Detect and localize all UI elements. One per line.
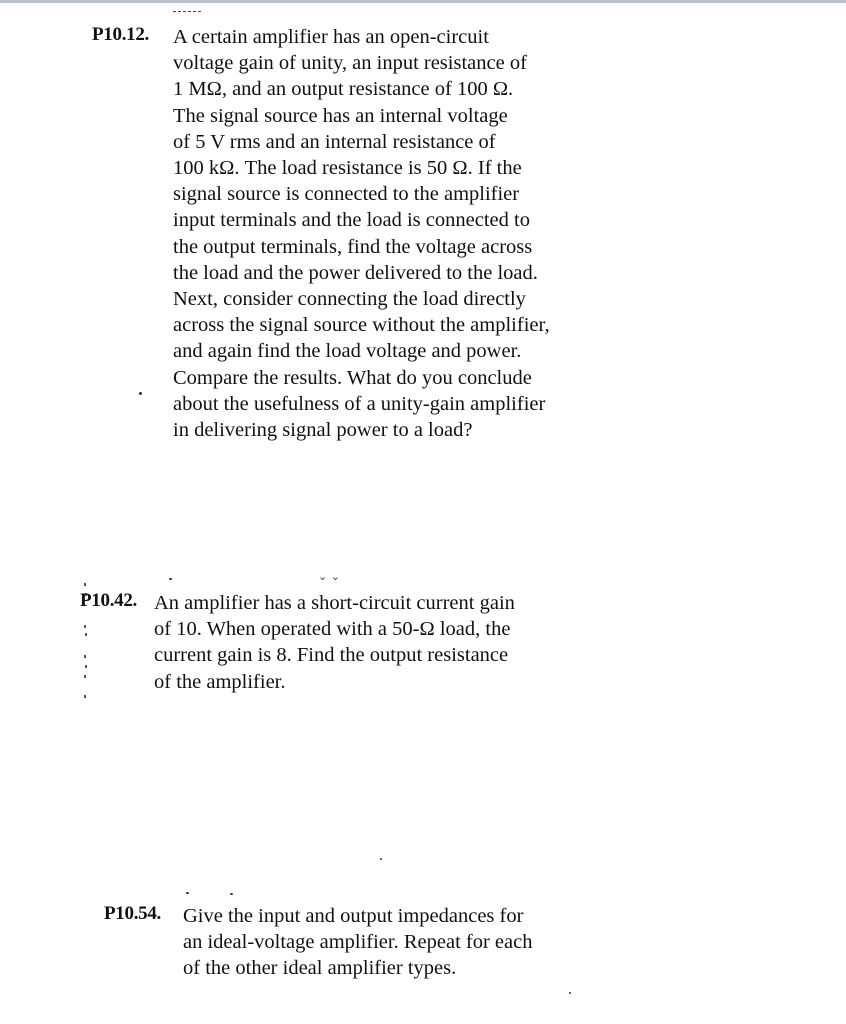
problem-text: Give the input and output impedances for an ideal-voltage amplifier. Repeat for each of the other ideal amplifier types. <box>183 905 533 980</box>
scan-speck <box>380 858 382 860</box>
scan-speck <box>230 893 233 895</box>
scan-marks: ⌄ ⌄ <box>318 570 340 583</box>
problem-number: P10.42. <box>80 590 138 611</box>
problem-number: P10.12. <box>92 24 150 45</box>
scan-speck <box>139 392 142 395</box>
problem-text: A certain amplifier has an open-circuit voltage gain of unity, an input resistance of 1 MΩ, and an output resistance of 100 Ω. The signal source has an internal voltage of 5 V rms and an internal resistance of 100 kΩ. The load resistance is 50 Ω. If the signal source is connected to the amplifier input terminals and the load is connected to the output terminals, find the voltage across the load and the power delivered to the load. Next, consider connecting the load directly across the signal source without the amplifier, and again find the load voltage and power. Compare the results. What do you conclude about the usefulness of a unity-gain amplifier in delivering signal power to a load? <box>173 26 550 442</box>
scan-speck <box>186 892 189 894</box>
problem-number: P10.54. <box>104 903 162 924</box>
problem-text: An amplifier has a short-circuit current gain of 10. When operated with a 50-Ω load, the current gain is 8. Find the output resistance of the amplifier. <box>154 592 515 693</box>
top-border <box>0 0 846 3</box>
scan-mark <box>173 11 201 12</box>
scan-speck <box>569 992 571 994</box>
scan-speck <box>169 578 172 580</box>
